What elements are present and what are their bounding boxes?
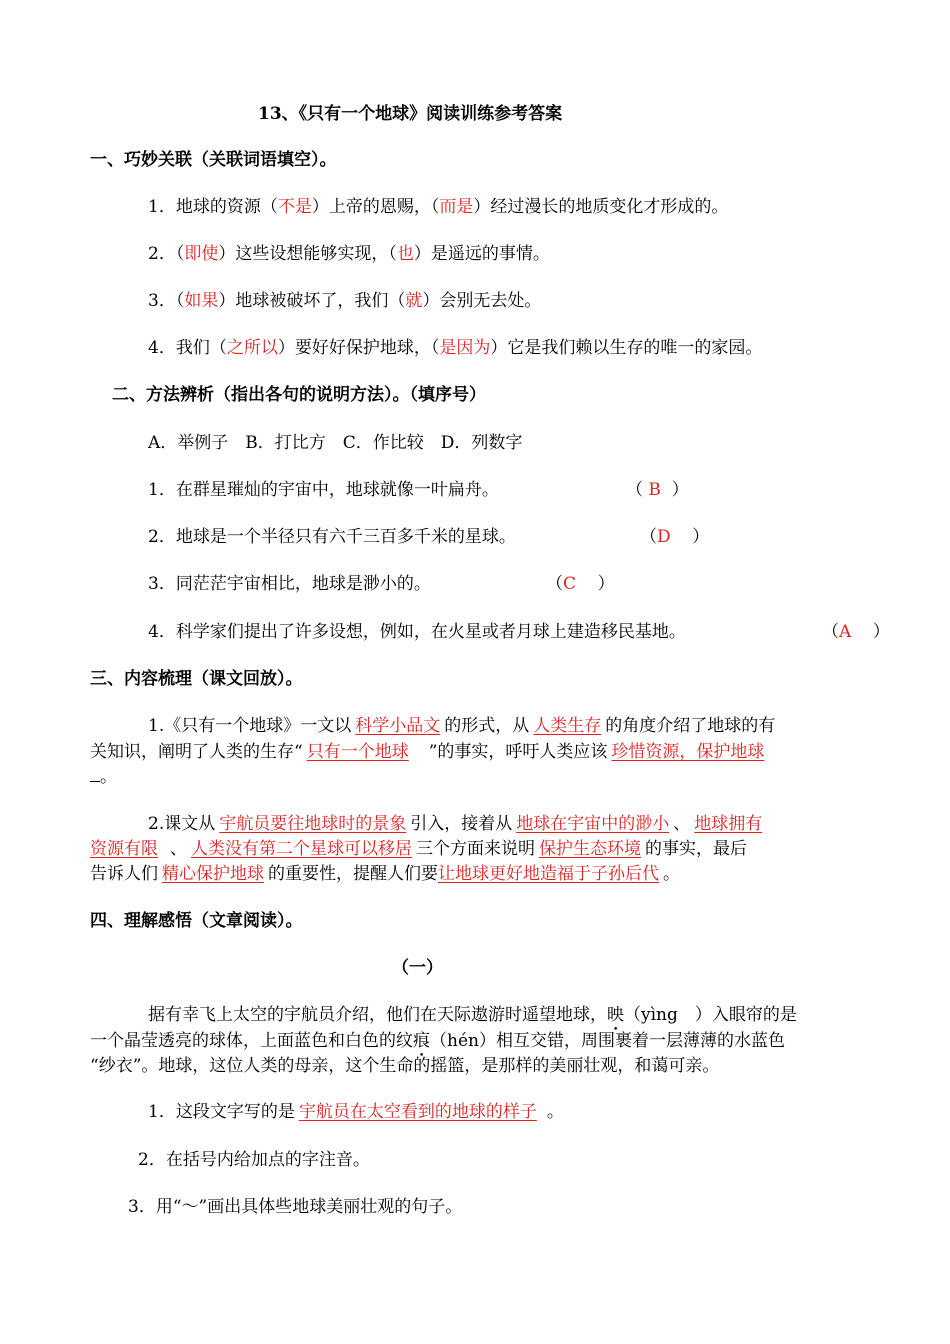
s4-question-1 xyxy=(148,1100,564,1124)
text: ）上帝的恩赐，（ xyxy=(311,197,440,217)
s1-question-2 xyxy=(148,242,550,266)
text: 的角度介绍了地球的有 xyxy=(605,716,776,736)
s3-p1-line-3 xyxy=(90,765,117,789)
dotted-character: 痕 xyxy=(413,1031,430,1051)
reading-para-line-3: “纱衣”。地球，这位人类的母亲，这个生命的摇篮，是那样的美丽壮观，和蔼可亲。 xyxy=(90,1056,720,1076)
answer: 即使 xyxy=(184,244,219,264)
text: ”的事实，呼吁人类应该 xyxy=(428,742,608,762)
text: 引入，接着从 xyxy=(410,814,513,834)
text: 关知识，阐明了人类的生存“ xyxy=(90,742,303,762)
s2-question-3-text: 3．同茫茫宇宙相比，地球是渺小的。 xyxy=(148,574,431,594)
answer: 不是 xyxy=(277,197,312,217)
s2-question-2-answer xyxy=(640,525,709,549)
section-3-heading: 三、内容梳理（课文回放）。 xyxy=(90,669,303,689)
text: ） xyxy=(872,622,890,642)
answer: 地球在宇宙中的渺小 xyxy=(516,814,670,834)
text: 4．我们（ xyxy=(148,338,227,358)
s3-p2-line-3 xyxy=(90,862,680,886)
answer: A xyxy=(839,622,852,642)
text: 一个晶莹透亮的球体，上面蓝色和白色的纹 xyxy=(90,1031,413,1051)
s4-question-2: 2．在括号内给加点的字注音。 xyxy=(138,1150,370,1170)
text: 三个方面来说明 xyxy=(416,839,535,859)
text: （ xyxy=(822,622,839,642)
answer: 而是 xyxy=(439,197,474,217)
s2-options: A．举例子 B．打比方 C．作比较 D．列数字 xyxy=(148,433,523,453)
answer: 精心保护地球 xyxy=(162,864,264,884)
s3-p2-line-2 xyxy=(90,837,747,861)
text: （ xyxy=(640,527,657,547)
section-1-heading: 一、巧妙关联（关联词语填空）。 xyxy=(90,150,337,170)
text: 、 xyxy=(170,839,187,859)
s2-question-2-text: 2．地球是一个半径只有六千三百多千米的星球。 xyxy=(148,527,516,547)
text: （yìng ）入眼帘的是 xyxy=(624,1005,797,1025)
s1-question-4 xyxy=(148,336,762,360)
section-4-subheading: （一） xyxy=(392,958,443,978)
s2-question-4-text: 4．科学家们提出了许多设想，例如，在火星或者月球上建造移民基地。 xyxy=(148,622,686,642)
s2-question-1-answer xyxy=(626,478,689,502)
text: ）经过漫长的地质变化才形成的。 xyxy=(473,197,729,217)
text: 的重要性，提醒人们要 xyxy=(268,864,438,884)
text: （ xyxy=(546,574,563,594)
text: ）这些设想能够实现，（ xyxy=(218,244,397,264)
text: 、 xyxy=(673,814,691,834)
text: 。 xyxy=(100,767,117,787)
s1-question-3 xyxy=(148,289,541,313)
answer: 科学小品文 xyxy=(355,716,441,736)
text: 告诉人们 xyxy=(90,864,158,884)
answer: B xyxy=(648,480,661,500)
answer: C xyxy=(563,574,577,594)
text: ） xyxy=(597,574,615,594)
answer: 如果 xyxy=(184,291,219,311)
answer: 资源有限 xyxy=(90,839,158,859)
answer: 之所以 xyxy=(226,338,278,358)
answer: 人类生存 xyxy=(533,716,602,736)
answer: 就 xyxy=(405,291,423,311)
text: 2．（ xyxy=(148,244,185,264)
text: 2.课文从 xyxy=(148,814,216,834)
text: 。 xyxy=(546,1102,564,1122)
text: （ xyxy=(626,480,643,500)
dotted-character: 映 xyxy=(607,1005,624,1025)
text: 3．（ xyxy=(148,291,185,311)
text: ） xyxy=(692,527,710,547)
answer: 让地球更好地造福于子孙后代 xyxy=(438,864,659,884)
answer: 只有一个地球 xyxy=(306,742,409,762)
answer: 宇航员在太空看到的地球的样子 xyxy=(298,1102,537,1122)
text: ）会别无去处。 xyxy=(422,291,542,311)
answer: 是因为 xyxy=(439,338,491,358)
text: ）地球被破坏了，我们（ xyxy=(218,291,406,311)
answer: 宇航员要往地球时的景象 xyxy=(219,814,407,834)
text: 的事实，最后 xyxy=(645,839,747,859)
section-2-heading: 二、方法辨析（指出各句的说明方法）。（填序号） xyxy=(112,385,486,405)
answer: 珍惜资源，保护地球 xyxy=(611,742,765,762)
text: 据有幸飞上太空的宇航员介绍，他们在天际遨游时遥望地球， xyxy=(148,1005,607,1025)
section-4-heading: 四、理解感悟（文章阅读）。 xyxy=(90,911,303,931)
text: ）是遥远的事情。 xyxy=(413,244,550,264)
s4-question-3: 3．用“～”画出具体些地球美丽壮观的句子。 xyxy=(128,1197,463,1217)
answer: 人类没有第二个星球可以移居 xyxy=(191,839,412,859)
text: 1．地球的资源（ xyxy=(148,197,278,217)
text: 的形式，从 xyxy=(444,716,530,736)
page-title: 13、《只有一个地球》阅读训练参考答案 xyxy=(258,104,563,124)
s3-p1-line-2 xyxy=(90,740,768,764)
text: 1.《只有一个地球》一文以 xyxy=(148,716,352,736)
s1-question-1 xyxy=(148,195,728,219)
answer: 保护生态环境 xyxy=(539,839,641,859)
answer: D xyxy=(657,527,671,547)
s3-p1-line-1 xyxy=(148,714,775,738)
text: ）要好好保护地球，（ xyxy=(277,338,440,358)
answer: 地球拥有 xyxy=(694,814,763,834)
text: ）它是我们赖以生存的唯一的家园。 xyxy=(490,338,763,358)
s3-p2-line-1 xyxy=(148,812,766,836)
blank-underline xyxy=(90,767,100,782)
text: （hén）相互交错，周围裹着一层薄薄的水蓝色 xyxy=(430,1031,785,1051)
s2-question-4-answer xyxy=(822,620,890,644)
text: ） xyxy=(671,480,689,500)
s2-question-1-text: 1．在群星璀灿的宇宙中，地球就像一叶扁舟。 xyxy=(148,480,499,500)
text: 。 xyxy=(663,864,680,884)
answer: 也 xyxy=(396,244,414,264)
text: 1．这段文字写的是 xyxy=(148,1102,295,1122)
s2-question-3-answer xyxy=(546,572,615,596)
